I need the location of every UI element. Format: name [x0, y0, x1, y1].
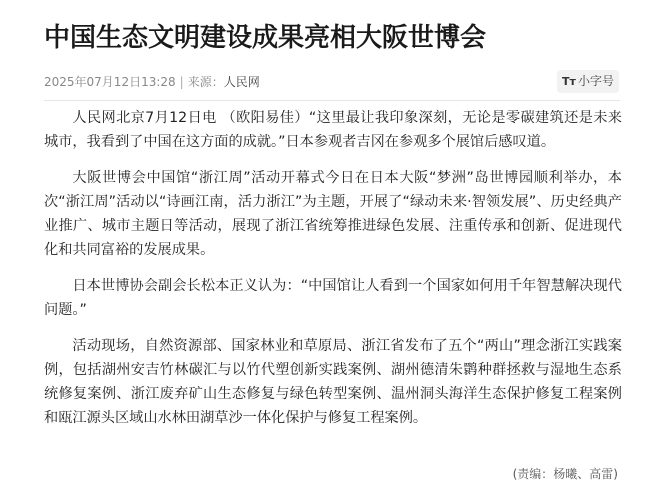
font-size-label: 小字号 [577, 74, 614, 88]
article-paragraph: 日本世博协会副会长松本正义认为：“中国馆让人看到一个国家如何用千年智慧解决现代问题。” [44, 278, 622, 318]
article-paragraph: 人民网北京7月12日电 （欧阳易佳）“这里最让我印象深刻，无论是零碳建筑还是未来城市，我看到了中国在这方面的成就。”日本参观者吉冈在参观多个展馆后感叹道。 [44, 110, 622, 150]
article-title: 中国生态文明建设成果亮相大阪世博会 [44, 23, 487, 53]
meta-separator: | [179, 75, 184, 89]
editor-credit: (责编：杨曦、高雷) [512, 467, 618, 481]
source-label: 来源： [187, 75, 224, 89]
article-meta [44, 74, 260, 90]
text-size-icon: Tт [562, 75, 576, 88]
article-paragraph: 活动现场，自然资源部、国家林业和草原局、浙江省发布了五个“两山”理念浙江实践案例，包括湖州安吉竹林碳汇与以竹代塑创新实践案例、湖州德清朱鹮种群拯救与湿地生态系统修复案例、浙江废弃矿山生态修复与绿色转型案例、温州洞头海洋生态保护修复工程案例和瓯江源头区域山水林田湖草沙一体化保护与修复工程案例。 [44, 338, 622, 426]
publish-datetime: 2025年07月12日13:28 [44, 75, 176, 89]
header-divider [44, 100, 620, 101]
font-size-button[interactable] [557, 70, 619, 93]
article-body [44, 106, 622, 430]
article-paragraph: 大阪世博会中国馆“浙江周”活动开幕式今日在日本大阪“梦洲”岛世博园顺利举办，本次“浙江周”活动以“诗画江南，活力浙江”为主题，开展了“绿动未来·智领发展”、历史经典产业推广、城市主题日等活动，展现了浙江省统筹推进绿色发展、注重传承和创新、促进现代化和共同富裕的发展成果。 [44, 170, 622, 258]
source-name[interactable]: 人民网 [223, 75, 260, 89]
